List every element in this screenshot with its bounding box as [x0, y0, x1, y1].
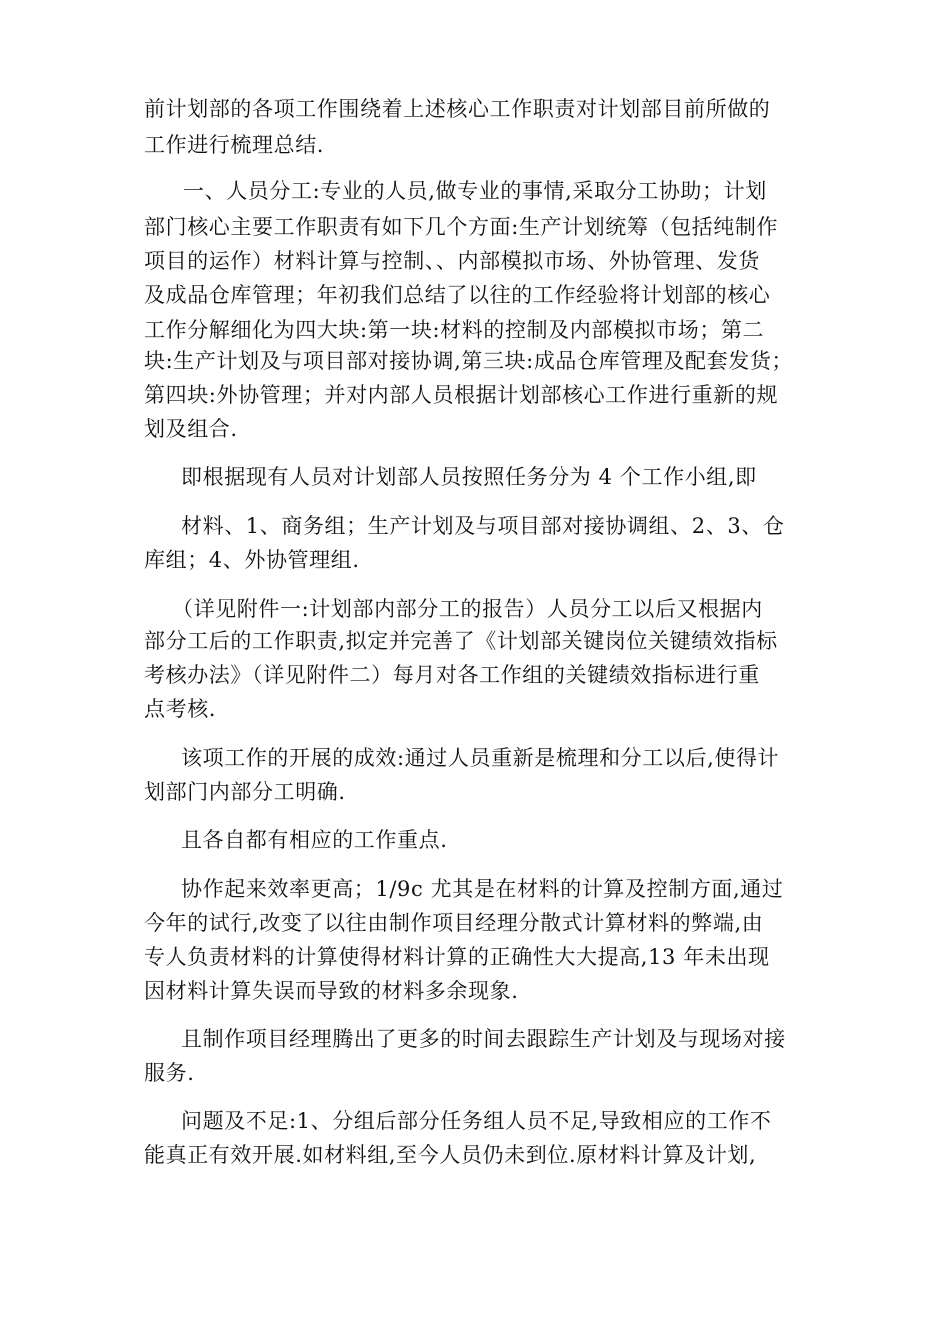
text-line: 材料、1、商务组；生产计划及与项目部对接协调组、2、3、仓	[181, 514, 785, 538]
text-line: 工作分解细化为四大块:第一块:材料的控制及内部模拟市场；第二	[144, 318, 765, 342]
text-line: 协作起来效率更高；1/9c 尤其是在材料的计算及控制方面,通过	[181, 877, 784, 901]
text-line: 该项工作的开展的成效:通过人员重新是梳理和分工以后,使得计	[181, 746, 780, 770]
text-line: 专人负责材料的计算使得材料计算的正确性大大提高,13 年未出现	[144, 945, 770, 969]
text-line: 且各自都有相应的工作重点.	[181, 828, 448, 852]
text-line: 块:生产计划及与项目部对接协调,第三块:成品仓库管理及配套发货；	[144, 349, 794, 373]
text-line: 划及组合.	[144, 417, 238, 441]
text-line: 即根据现有人员对计划部人员按照任务分为 4 个工作小组,即	[181, 465, 757, 489]
text-line: 部门核心主要工作职责有如下几个方面:生产计划统筹（包括纯制作	[144, 215, 779, 239]
text-line: 今年的试行,改变了以往由制作项目经理分散式计算材料的弊端,由	[144, 911, 764, 935]
text-line: 服务.	[144, 1061, 195, 1085]
text-line: 能真正有效开展.如材料组,至今人员仍未到位.原材料计算及计划,	[144, 1143, 757, 1167]
text-line: 且制作项目经理腾出了更多的时间去跟踪生产计划及与现场对接	[181, 1027, 786, 1051]
text-line: 点考核.	[144, 697, 217, 721]
text-line: 问题及不足:1、分组后部分任务组人员不足,导致相应的工作不	[181, 1109, 772, 1133]
text-line: 部分工后的工作职责,拟定并完善了《计划部关键岗位关键绩效指标	[144, 629, 778, 653]
text-line: 工作进行梳理总结.	[144, 133, 325, 157]
text-line: 前计划部的各项工作围绕着上述核心工作职责对计划部目前所做的	[144, 97, 771, 121]
text-line: （详见附件一:计划部内部分工的报告）人员分工以后又根据内	[172, 597, 763, 621]
text-line: 及成品仓库管理；年初我们总结了以往的工作经验将计划部的核心	[144, 283, 771, 307]
text-line: 因材料计算失误而导致的材料多余现象.	[144, 979, 519, 1003]
text-line: 库组；4、外协管理组.	[144, 548, 360, 572]
text-line: 考核办法》（详见附件二）每月对各工作组的关键绩效指标进行重	[144, 663, 760, 687]
text-line: 项目的运作）材料计算与控制、、内部模拟市场、外协管理、发货	[144, 249, 760, 273]
text-line: 第四块:外协管理；并对内部人员根据计划部核心工作进行重新的规	[144, 383, 779, 407]
text-line: 划部门内部分工明确.	[144, 780, 346, 804]
text-line: 一、人员分工:专业的人员,做专业的事情,采取分工协助；计划	[183, 179, 767, 203]
